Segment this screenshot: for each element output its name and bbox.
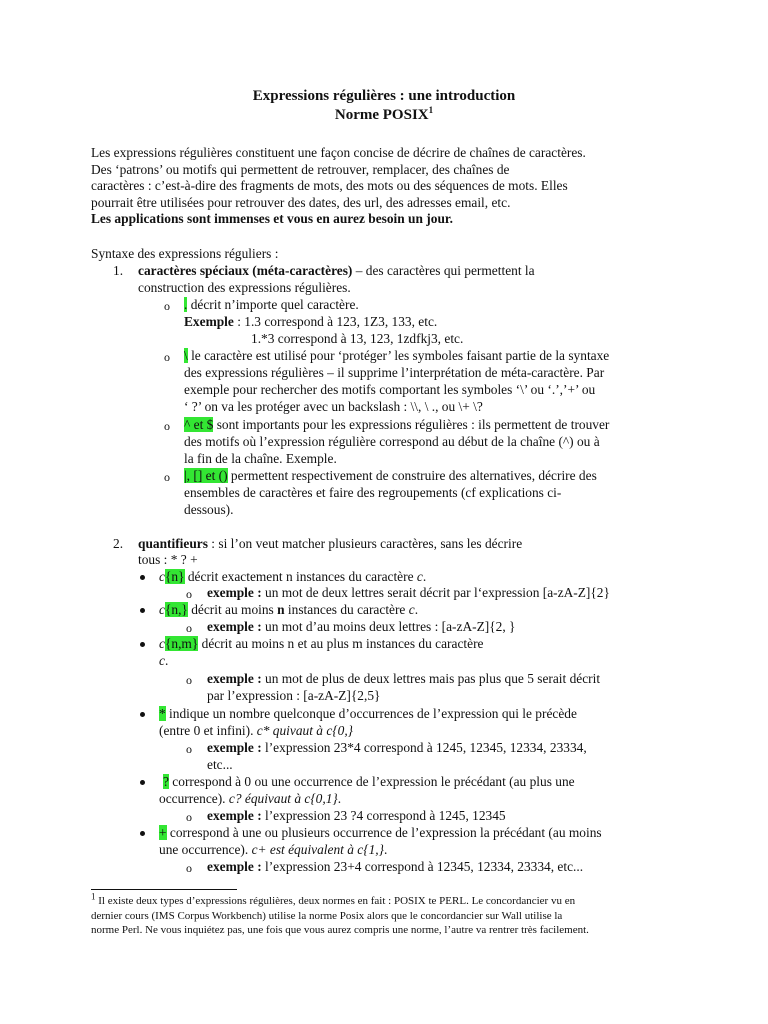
item-text: indique un nombre quelconque d’occurrences de l’expression qui le précède [165, 706, 577, 721]
intro-line: Des ‘patrons’ ou motifs qui permettent de retrouver, remplacer, des chaînes de [91, 161, 510, 177]
page-subtitle [0, 106, 768, 124]
circle-bullet-icon: o [186, 673, 192, 687]
footnote-line: dernier cours (IMS Corpus Workbench) utilise la norme Posix alors que le concordancier sur Wall utilise la [91, 909, 563, 922]
item-text: sont importants pour les expressions régulières : ils permettent de trouver [213, 417, 610, 432]
item-text: décrit au moins [187, 602, 278, 617]
example-line [207, 585, 610, 602]
intro-bold-line: Les applications sont immenses et vous en aurez besoin un jour. [91, 211, 453, 227]
example-line [207, 808, 506, 825]
intro-line: Les expressions régulières constituent une façon concise de décrire de chaînes de caractères. [91, 145, 586, 160]
item-text: exemple pour rechercher des motifs comportant les symboles ‘\’ ou ‘.’,’+’ ou [184, 382, 596, 397]
circle-bullet-icon: o [164, 350, 170, 364]
item-text: décrit exactement n instances du caractère [184, 569, 417, 584]
intro-line: caractères : c’est-à-dire des fragments de mots, des mots ou des séquences de mots. Elles [91, 178, 568, 194]
highlight: {n,} [164, 602, 188, 617]
intro-paragraph [91, 145, 691, 228]
example-label: exemple : [207, 808, 262, 823]
circle-bullet-icon: o [186, 810, 192, 824]
item-text: une occurrence). [159, 842, 252, 857]
item-text [159, 723, 353, 740]
subtitle-text: Norme POSIX [334, 107, 429, 123]
example-label: Exemple [184, 314, 234, 329]
highlight: |, [] et () [184, 468, 228, 483]
list-item [159, 706, 577, 723]
example-text: un mot de plus de deux lettres mais pas plus que 5 serait décrit [261, 671, 601, 686]
list-item [184, 297, 359, 314]
item-text: occurrence). [159, 791, 229, 806]
section2-line2: tous : * ? + [138, 552, 198, 567]
item-text [159, 791, 341, 808]
item-italic: c [416, 569, 423, 584]
example-label: exemple : [207, 671, 262, 686]
char-c: c [159, 569, 165, 584]
example-text: un mot d’au moins deux lettres : [a-zA-Z]{2, } [261, 619, 516, 634]
example-label: exemple : [207, 859, 262, 874]
highlight: \ [184, 348, 188, 363]
example-label: exemple : [207, 619, 262, 634]
item-text: des motifs où l’expression régulière correspond au début de la chaîne (^) ou à [184, 434, 600, 449]
highlight: * [159, 706, 166, 721]
highlight: . [184, 297, 188, 312]
intro-line: pourrait être utilisées pour retrouver des dates, des url, des adresses email, etc. [91, 194, 511, 210]
item-text: instances du caractère [284, 602, 409, 617]
item-text: ensembles de caractères et faire des regroupements (cf explications ci- [184, 485, 562, 500]
bullet-icon [140, 712, 145, 717]
section-number: 2. [113, 536, 124, 551]
item-text: la fin de la chaîne. Exemple. [184, 451, 337, 466]
item-text: décrit n’importe quel caractère. [187, 297, 359, 312]
list-item [159, 636, 483, 653]
item-italic: c? équivaut à c{0,1} [228, 791, 338, 806]
footnote-number: 1 [91, 891, 96, 902]
footnote-line: norme Perl. Ne vous inquiétez pas, une fois que vous aurez compris une norme, l’autre va rentrer très facilement. [91, 924, 589, 936]
item-end: . [414, 602, 419, 617]
item-text: décrit au moins n et au plus m instances du caractère [198, 636, 484, 651]
item-end: . [164, 653, 169, 668]
example-text: : 1.3 correspond à 123, 1Z3, 133, etc. [233, 314, 438, 329]
circle-bullet-icon: o [186, 861, 192, 875]
list-item [159, 825, 602, 842]
bullet-icon [140, 831, 145, 836]
item-text: dessous). [184, 502, 234, 517]
item-text [159, 842, 387, 859]
circle-bullet-icon: o [164, 299, 170, 313]
item-end: . [422, 569, 427, 584]
highlight: {n} [164, 569, 185, 584]
footnote-text: Il existe deux types d’expressions régulières, deux normes en fait : POSIX te PERL. Le concordancier vu en [95, 895, 576, 907]
bullet-icon [140, 608, 145, 613]
section2-line [138, 536, 522, 553]
item-end: . [383, 842, 388, 857]
section1-line2: construction des expressions régulières. [138, 280, 351, 295]
list-item [184, 468, 597, 485]
list-item [184, 348, 609, 365]
bullet-icon [140, 642, 145, 647]
example-text: l’expression 23 ?4 correspond à 1245, 12345 [261, 808, 506, 823]
list-item [184, 417, 609, 434]
char-c: c [159, 602, 165, 617]
item-text: le caractère est utilisé pour ‘protéger’ les symboles faisant partie de la syntaxe [187, 348, 610, 363]
example-text: l’expression 23*4 correspond à 1245, 12345, 12334, 23334, [261, 740, 587, 755]
section2-text: : si l’on veut matcher plusieurs caractères, sans les décrire [207, 536, 523, 551]
example-line [184, 314, 437, 331]
circle-bullet-icon: o [186, 621, 192, 635]
item-text: correspond à 0 ou une occurrence de l’expression le précédant (au plus une [168, 774, 575, 789]
highlight: ^ et $ [184, 417, 214, 432]
example-line: 1.*3 correspond à 13, 123, 1zdfkj3, etc. [251, 331, 464, 346]
example-line [207, 619, 515, 636]
example-label: exemple : [207, 585, 262, 600]
item-italic: c [408, 602, 415, 617]
item-italic: c+ est équivalent à c{1,} [251, 842, 384, 857]
char-c: c [159, 636, 165, 651]
item-text [159, 653, 168, 670]
section2-term: quantifieurs [138, 536, 208, 551]
circle-bullet-icon: o [164, 419, 170, 433]
bullet-icon [140, 575, 145, 580]
example-line [207, 740, 587, 757]
example-line [207, 859, 583, 876]
highlight: + [159, 825, 167, 840]
item-text: permettent respectivement de construire des alternatives, décrire des [227, 468, 597, 483]
footnote-divider [91, 889, 237, 890]
section-number: 1. [113, 263, 124, 278]
example-line [207, 671, 600, 688]
item-text: des expressions régulières – il supprime l’interprétation de méta-caractère. Par [184, 365, 605, 380]
item-text: ‘ ?’ on va les protéger avec un backslash : \\, \ ., ou \+ \? [184, 399, 483, 414]
example-text: l’expression 23+4 correspond à 12345, 12334, 23334, etc... [261, 859, 584, 874]
item-italic: c* quivaut à c{0,} [256, 723, 354, 738]
circle-bullet-icon: o [186, 742, 192, 756]
section1-line [138, 263, 535, 280]
page-title: Expressions régulières : une introduction [252, 88, 516, 104]
item-italic: c [159, 653, 165, 668]
highlight: {n,m} [164, 636, 199, 651]
footnote-line [91, 891, 691, 909]
list-item [163, 774, 575, 791]
circle-bullet-icon: o [164, 470, 170, 484]
item-bold: n [277, 602, 285, 617]
list-item [159, 602, 418, 619]
circle-bullet-icon: o [186, 587, 192, 601]
example-line: etc... [207, 757, 233, 772]
footnote-ref[interactable]: 1 [428, 105, 434, 115]
highlight: ? [163, 774, 169, 789]
syntax-heading: Syntaxe des expressions réguliers : [91, 246, 279, 261]
footnote [91, 891, 691, 938]
section1-text: – des caractères qui permettent la [352, 263, 535, 278]
list-item [159, 569, 426, 586]
item-text: correspond à une ou plusieurs occurrence de l’expression la précédant (au moins [166, 825, 602, 840]
item-text: (entre 0 et infini). [159, 723, 257, 738]
example-label: exemple : [207, 740, 262, 755]
section1-term: caractères spéciaux (méta-caractères) [138, 263, 353, 278]
example-line: par l’expression : [a-zA-Z]{2,5} [207, 688, 381, 703]
example-text: un mot de deux lettres serait décrit par l‘expression [a-zA-Z]{2} [261, 585, 610, 600]
item-end: . [337, 791, 342, 806]
bullet-icon [140, 780, 145, 785]
